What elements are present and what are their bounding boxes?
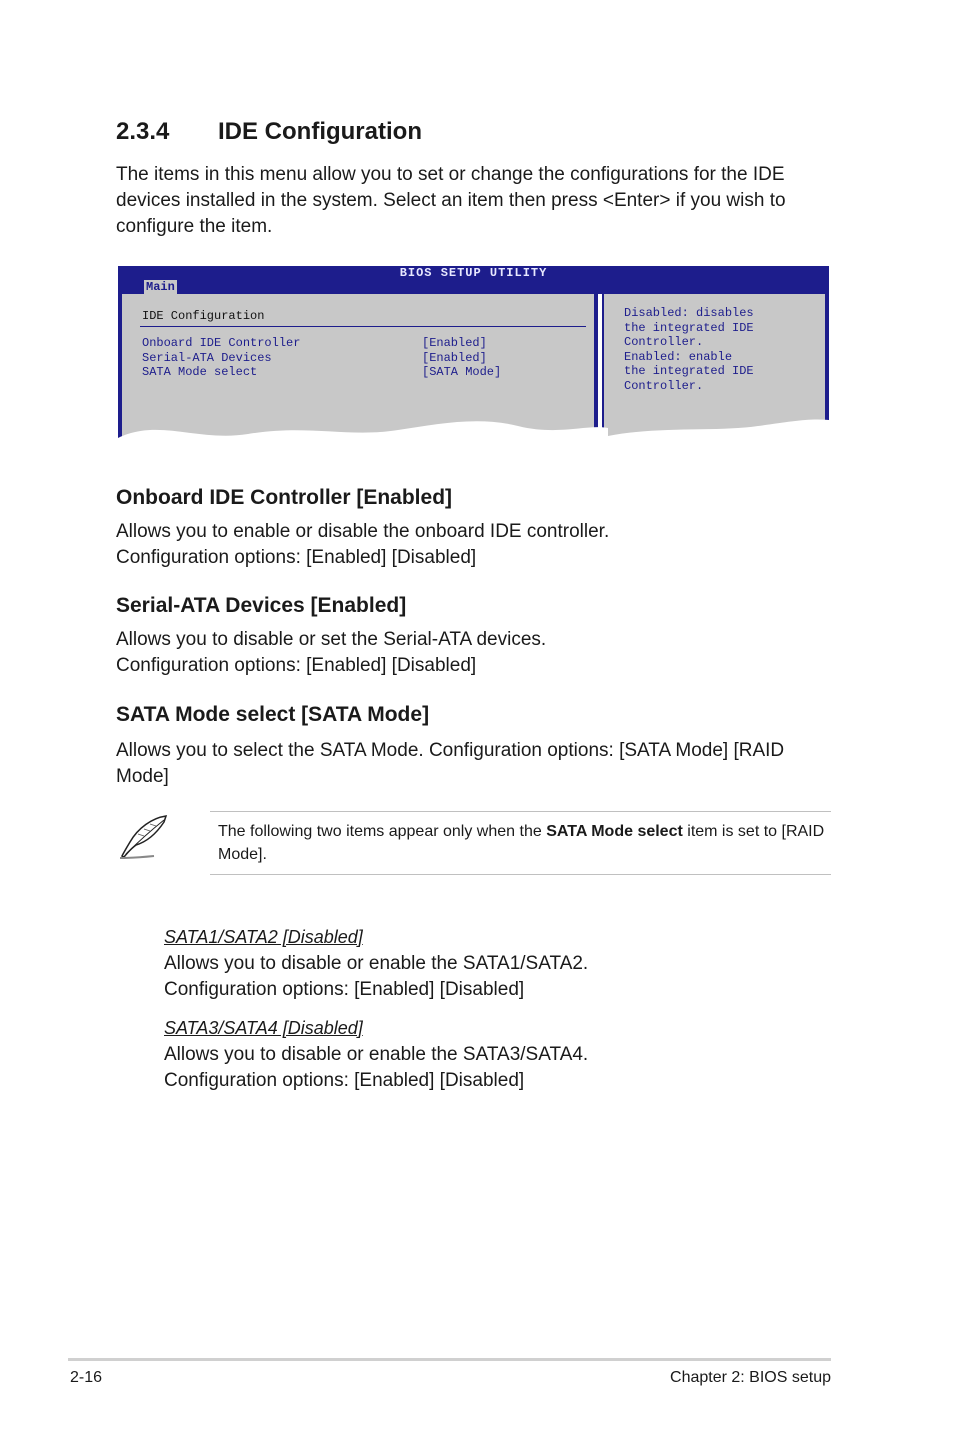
option-desc-serial-ata: Allows you to disable or set the Serial-ATA devices. — [116, 629, 547, 650]
option-heading-onboard-ide: Onboard IDE Controller [Enabled] — [116, 486, 453, 509]
bios-value-serial-ata[interactable]: [Enabled] — [422, 350, 487, 365]
note-text-before: The following two items appear only when the — [218, 823, 547, 840]
option-desc-onboard-ide: Allows you to enable or disable the onboard IDE controller. — [116, 521, 610, 542]
note-bottom-rule — [210, 874, 831, 875]
torn-edge — [118, 416, 829, 450]
note-text — [218, 820, 830, 866]
option-desc-sata-mode: Allows you to select the SATA Mode. Configuration options: [SATA Mode] [RAID Mode] — [116, 740, 785, 787]
suboption-desc-sata34: Allows you to disable or enable the SATA3/SATA4. — [164, 1044, 589, 1065]
bios-screenshot — [118, 266, 829, 450]
suboption-heading-sata12: SATA1/SATA2 [Disabled] — [164, 927, 363, 947]
bios-title: BIOS SETUP UTILITY — [399, 266, 548, 280]
option-heading-sata-mode: SATA Mode select [SATA Mode] — [116, 703, 430, 726]
bios-item-onboard-ide[interactable]: Onboard IDE Controller — [142, 336, 301, 350]
note-text-bold: SATA Mode select — [546, 823, 683, 840]
page-number: 2-16 — [70, 1369, 103, 1386]
bios-value-onboard-ide[interactable]: [Enabled] — [422, 336, 487, 350]
bios-panel-heading: IDE Configuration — [142, 309, 265, 323]
note-top-rule — [210, 811, 831, 812]
section-title: IDE Configuration — [218, 118, 422, 145]
suboption-desc-sata12: Allows you to disable or enable the SATA1/SATA2. — [164, 953, 589, 974]
section-number: 2.3.4 — [116, 118, 170, 145]
suboption-heading-sata34: SATA3/SATA4 [Disabled] — [164, 1018, 363, 1038]
bios-tab-main[interactable]: Main — [146, 280, 175, 294]
bios-item-serial-ata[interactable]: Serial-ATA Devices — [142, 350, 272, 365]
bios-divider — [140, 326, 586, 327]
quill-pen-icon — [114, 812, 170, 862]
option-config-onboard-ide: Configuration options: [Enabled] [Disabled] — [116, 547, 477, 568]
suboption-config-sata34: Configuration options: [Enabled] [Disabled] — [164, 1070, 525, 1091]
option-config-serial-ata: Configuration options: [Enabled] [Disabled] — [116, 655, 477, 676]
intro-paragraph: The items in this menu allow you to set or change the configurations for the IDE devices installed in the system. Select an item then press <Enter> if you wish to configure the item. — [116, 164, 786, 237]
bios-help-text: Disabled: disables the integrated IDE Controller. Enabled: enable the integrated IDE Controller. — [624, 306, 754, 393]
footer-rule — [68, 1358, 831, 1361]
note-text-after: item is set to [RAID Mode]. — [218, 823, 825, 863]
chapter-label: Chapter 2: BIOS setup — [670, 1369, 831, 1386]
bios-value-sata-mode[interactable]: [SATA Mode] — [422, 365, 502, 379]
option-heading-serial-ata: Serial-ATA Devices [Enabled] — [116, 594, 407, 617]
suboption-config-sata12: Configuration options: [Enabled] [Disabled] — [164, 979, 525, 1000]
bios-item-sata-mode[interactable]: SATA Mode select — [142, 365, 258, 379]
